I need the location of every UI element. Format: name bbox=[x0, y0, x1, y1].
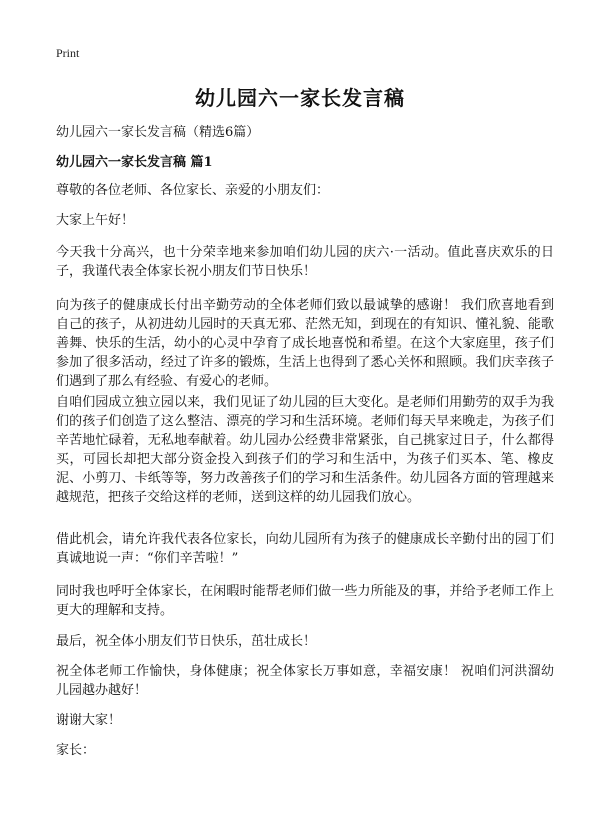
page-title: 幼儿园六一家长发言稿 bbox=[195, 86, 405, 110]
intro-paragraph: 今天我十分高兴，也十分荣幸地来参加咱们幼儿园的庆六·一活动。值此喜庆欢乐的日子，我谨代表全体家长祝小朋友们节日快乐！ bbox=[56, 245, 554, 279]
appeal-paragraph: 同时我也呼吁全体家长，在闲暇时能帮老师们做一些力所能及的事，并给予老师工作上更大的理解和支持。 bbox=[56, 584, 554, 618]
section-heading: 幼儿园六一家长发言稿 篇1 bbox=[56, 155, 213, 170]
wishes-children-paragraph: 最后，祝全体小朋友们节日快乐，茁壮成长！ bbox=[56, 634, 317, 649]
closing-paragraph: 谢谢大家！ bbox=[56, 713, 122, 728]
salutation-paragraph: 大家上午好！ bbox=[56, 213, 135, 228]
signature-paragraph: 家长： bbox=[56, 743, 96, 758]
thanks-paragraph: 向为孩子的健康成长付出辛勤劳动的全体老师们致以最诚挚的感谢！ 我们欣喜地看到自己的孩子，从初进幼儿园时的天真无邪、茫然无知，到现在的有知识、懂礼貌、能歌善舞、快乐的生活，幼小的心灵中孕育了成长地喜悦和希望。在这个大家庭里，孩子们参加了很多活动，经过了许多的锻炼，生活上也得到了悉心关怀和照顾。我们庆幸孩子们遇到了那么有经验、有爱心的老师。 bbox=[56, 298, 554, 389]
print-link[interactable]: Print bbox=[56, 46, 80, 60]
gratitude-paragraph: 借此机会，请允许我代表各位家长，向幼儿园所有为孩子的健康成长辛勤付出的园丁们真诚地说一声：“你们辛苦啦！” bbox=[56, 532, 554, 566]
kindergarten-paragraph: 自咱们园成立独立园以来，我们见证了幼儿园的巨大变化。是老师们用勤劳的双手为我们的孩子们创造了这么整洁、漂亮的学习和生活环境。老师们每天早来晚走，为孩子们辛苦地忙碌着，无私地奉献着。幼儿园办公经费非常紧张，自己挑家过日子，什么都得买，可园长却把大部分资金投入到孩子们的学习和生活中，为孩子们买本、笔、橡皮泥、小剪刀、卡纸等等，努力改善孩子们的学习和生活条件。幼儿园各方面的管理越来越规范，把孩子交给这样的老师，送到这样的幼儿园我们放心。 bbox=[56, 395, 554, 505]
wishes-all-paragraph: 祝全体老师工作愉快，身体健康；祝全体家长万事如意，幸福安康！ 祝咱们河洪溜幼儿园越办越好！ bbox=[56, 664, 554, 698]
greeting-paragraph: 尊敬的各位老师、各位家长、亲爱的小朋友们： bbox=[56, 183, 330, 198]
document-subtitle: 幼儿园六一家长发言稿（精选6篇） bbox=[56, 125, 260, 140]
